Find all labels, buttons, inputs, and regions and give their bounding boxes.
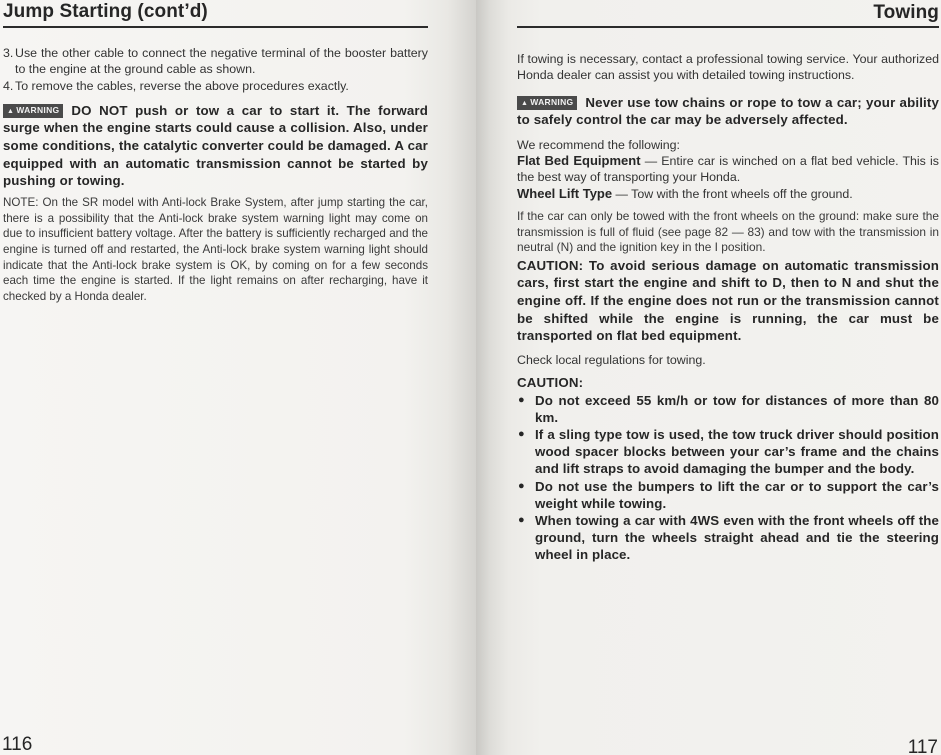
- warning-text: Never use tow chains or rope to tow a car; your ability to safely control the car may be adversely affected.: [517, 94, 939, 128]
- method-term: Wheel Lift Type: [517, 185, 613, 201]
- method-wheel-lift: [517, 186, 939, 202]
- check-local-regulations: Check local regulations for towing.: [517, 352, 706, 367]
- page-header-left: Jump Starting (cont’d): [3, 1, 208, 22]
- header-rule-right: [517, 26, 939, 28]
- warning-badge: [517, 96, 577, 110]
- caution-item: [517, 426, 939, 478]
- warning-text: DO NOT push or tow a car to start it. The forward surge when the engine starts could cause a collision. Also, under some conditions, the catalytic converter could be damaged. A car equipped with an automatic transmission cannot be started by pushing or towing.: [3, 102, 428, 189]
- front-wheels-note: If the car can only be towed with the front wheels on the ground: make sure the transmission is full of fluid (see page 82 — 83) and tow with the transmission in neutral (N) and the ignition key in the I position.: [517, 208, 939, 255]
- right-page-content: [517, 51, 939, 564]
- left-page-content: [3, 45, 428, 305]
- step-number: 3.: [3, 46, 14, 60]
- bullet-icon: ●: [518, 393, 525, 406]
- method-flat-bed: [517, 153, 939, 186]
- warning-badge-label: WARNING: [16, 104, 60, 115]
- caution-item-text: Do not exceed 55 km/h or tow for distances of more than 80 km.: [535, 392, 939, 425]
- warning-paragraph: [517, 94, 939, 129]
- step-item: [3, 78, 428, 94]
- recommend-text: We recommend the following:: [517, 137, 680, 152]
- page-header-right: Towing: [873, 2, 939, 23]
- caution-automatic: CAUTION: To avoid serious damage on automatic transmission cars, first start the engine and shift to D, then to N and shut the engine off. If the engine does not run or the transmission cannot be shifted while the engine is running, the car must be transported on flat bed equipment.: [517, 257, 939, 344]
- page-number-right: 117: [907, 737, 938, 755]
- bullet-icon: ●: [518, 479, 525, 492]
- method-description: — Entire car is winched on a flat bed vehicle. This is the best way of transporting your Honda.: [517, 154, 939, 185]
- caution-item: [517, 478, 939, 512]
- caution-item-text: If a sling type tow is used, the tow truck driver should position wood spacer blocks between your car’s frame and the chains and lift straps to avoid damaging the bumper and the body.: [535, 427, 939, 477]
- step-text: Use the other cable to connect the negative terminal of the booster battery to the engine at the ground cable as shown.: [15, 46, 428, 77]
- caution-item: [517, 392, 939, 426]
- caution-item-text: Do not use the bumpers to lift the car or to support the car’s weight while towing.: [535, 478, 939, 511]
- right-page: [476, 0, 941, 755]
- method-description: — Tow with the front wheels off the ground.: [612, 186, 853, 201]
- step-item: [3, 45, 428, 78]
- warning-badge-label: WARNING: [530, 96, 574, 107]
- bleed-through-decoration: [210, 2, 215, 24]
- caution-item-text: When towing a car with 4WS even with the front wheels off the ground, turn the wheels straight ahead and tie the steering wheel in place.: [535, 513, 939, 563]
- bullet-icon: ●: [518, 514, 525, 527]
- caution-heading: CAUTION:: [517, 375, 584, 391]
- towing-intro: If towing is necessary, contact a professional towing service. Your authorized Honda dealer can assist you with detailed towing instructions.: [517, 52, 939, 83]
- page-number-left: 116: [2, 734, 33, 755]
- method-term: Flat Bed Equipment: [517, 153, 641, 169]
- header-rule-left: [3, 26, 428, 28]
- caution-list: [517, 392, 939, 564]
- bullet-icon: ●: [518, 428, 525, 441]
- warning-triangle-icon: ▲: [521, 99, 529, 107]
- step-text: To remove the cables, reverse the above procedures exactly.: [15, 78, 349, 93]
- abs-note: NOTE: On the SR model with Anti-lock Brake System, after jump starting the car, there is a possibility that the Anti-lock brake system warning light may come on due to insufficient battery voltage. After the battery is sufficiently recharged and the engine is turned off and restarted, the Anti-lock brake system warning light should indicate that the Anti-lock brake system is OK, by coming on for a few seconds each time the engine is started. If the light remains on after recharging, have it checked by a Honda dealer.: [3, 195, 428, 304]
- warning-triangle-icon: ▲: [7, 107, 15, 115]
- warning-paragraph: [3, 102, 428, 190]
- step-number: 4.: [3, 78, 14, 93]
- warning-badge: [3, 104, 63, 118]
- caution-item: [517, 512, 939, 564]
